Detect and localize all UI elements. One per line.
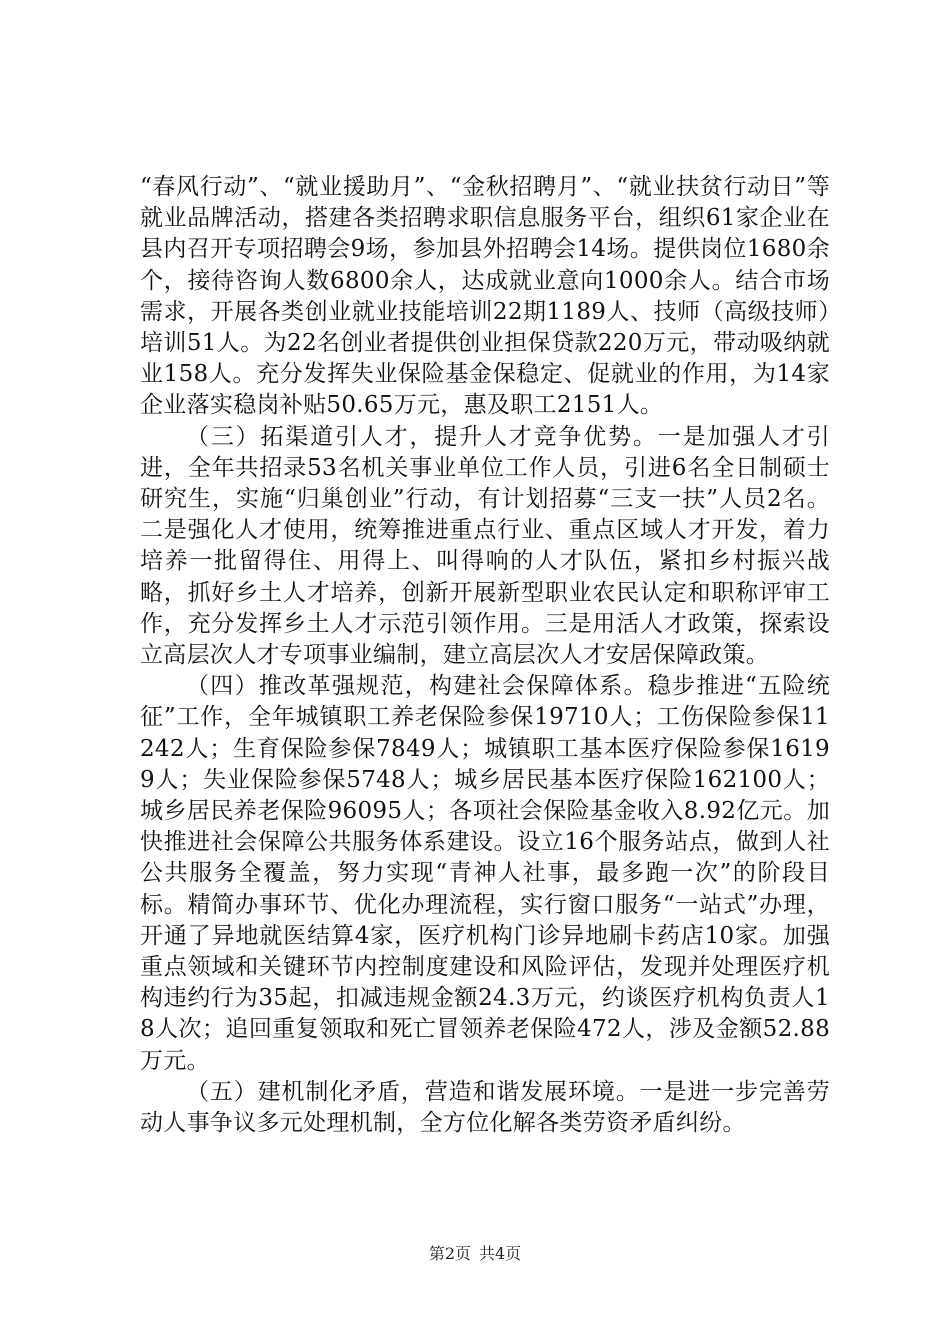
- paragraph-talent-recruitment: （三）拓渠道引人才，提升人才竞争优势。一是加强人才引进，全年共招录53名机关事业单位工作人员，引进6名全日制硕士研究生，实施“归巢创业”行动，有计划招募“三支一扶”人员2名。二是强化人才使用，统筹推进重点行业、重点区域人才开发，着力培养一批留得住、用得上、叫得响的人才队伍，紧扣乡村振兴战略，抓好乡土人才培养，创新开展新型职业农民认定和职称评审工作，充分发挥乡土人才示范引领作用。三是用活人才政策，探索设立高层次人才专项事业编制，建立高层次人才安居保障政策。: [140, 423, 830, 669]
- paragraph-social-security: （四）推改革强规范，构建社会保障体系。稳步推进“五险统征”工作，全年城镇职工养老保险参保19710人；工伤保险参保11242人；生育保险参保7849人；城镇职工基本医疗保险参保16199人；失业保险参保5748人；城乡居民基本医疗保险162100人；城乡居民养老保险96095人；各项社会保险基金收入8.92亿元。加快推进社会保障公共服务体系建设。设立16个服务站点，做到人社公共服务全覆盖，努力实现“青神人社事，最多跑一次”的阶段目标。精简办事环节、优化办理流程，实行窗口服务“一站式”办理，开通了异地就医结算4家，医疗机构门诊异地刷卡药店10家。加强重点领域和关键环节内控制度建设和风险评估，发现并处理医疗机构违约行为35起，扣减违规金额24.3万元，约谈医疗机构负责人18人次；追回重复领取和死亡冒领养老保险472人，涉及金额52.88万元。: [140, 673, 830, 1074]
- page-total: 共4页: [479, 1244, 522, 1263]
- page-footer: [0, 1244, 950, 1264]
- paragraph-employment-events: “春风行动”、“就业援助月”、“金秋招聘月”、“就业扶贫行动日”等就业品牌活动，搭建各类招聘求职信息服务平台，组织61家企业在县内召开专项招聘会9场，参加县外招聘会14场。提供岗位1680余个，接待咨询人数6800余人，达成就业意向1000余人。结合市场需求，开展各类创业就业技能培训22期1189人、技师（高级技师）培训51人。为22名创业者提供创业担保贷款220万元，带动吸纳就业158人。充分发挥失业保险基金保稳定、促就业的作用，为14家企业落实稳岗补贴50.65万元，惠及职工2151人。: [140, 174, 830, 419]
- paragraph-dispute-mechanism: （五）建机制化矛盾，营造和谐发展环境。一是进一步完善劳动人事争议多元处理机制，全方位化解各类劳资矛盾纠纷。: [140, 1078, 830, 1137]
- page-number: 第2页: [428, 1244, 471, 1263]
- document-body: [140, 172, 830, 1139]
